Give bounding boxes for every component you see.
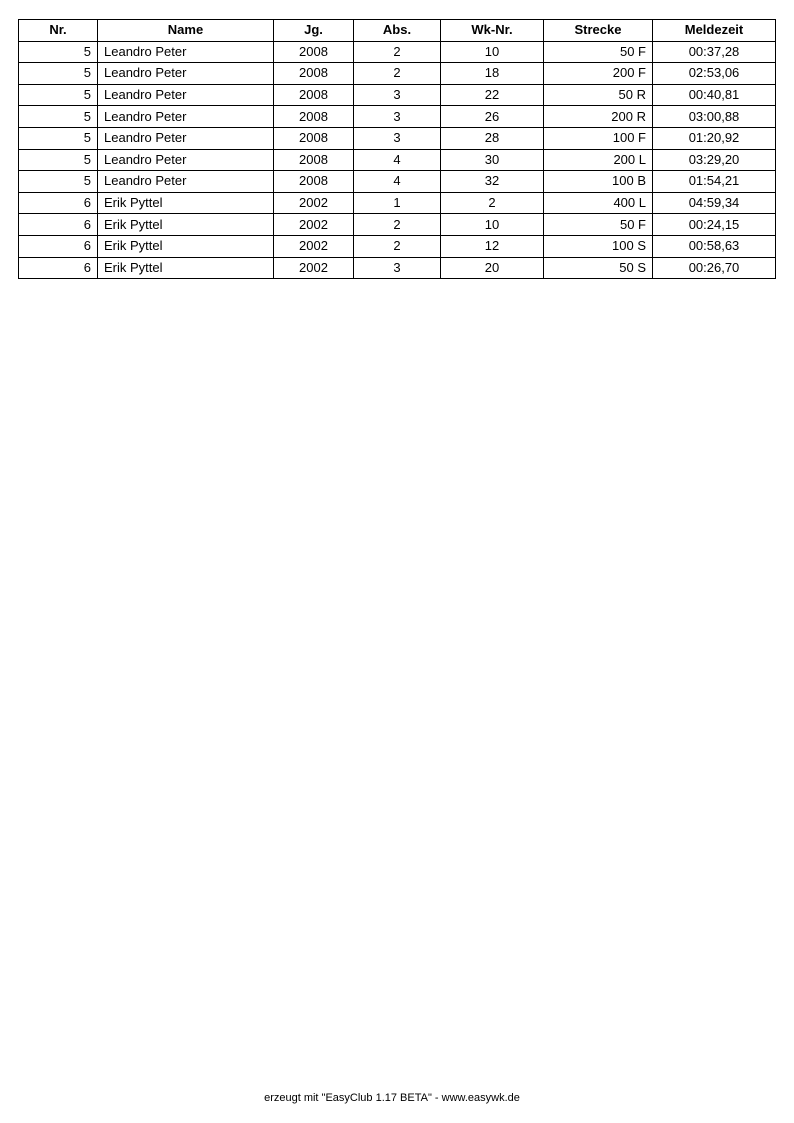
table-row xyxy=(19,214,776,236)
header-wk-nr: Wk-Nr. xyxy=(441,20,544,42)
cell-strecke: 50 F xyxy=(544,214,653,236)
cell-abs: 2 xyxy=(354,214,441,236)
cell-name: Erik Pyttel xyxy=(98,214,274,236)
cell-jg: 2008 xyxy=(274,171,354,193)
cell-meldezeit: 03:00,88 xyxy=(653,106,776,128)
table-row xyxy=(19,149,776,171)
cell-meldezeit: 00:26,70 xyxy=(653,257,776,279)
cell-strecke: 50 S xyxy=(544,257,653,279)
cell-abs: 2 xyxy=(354,41,441,63)
header-jg: Jg. xyxy=(274,20,354,42)
cell-abs: 2 xyxy=(354,63,441,85)
cell-meldezeit: 00:40,81 xyxy=(653,84,776,106)
table-row xyxy=(19,84,776,106)
cell-wk-nr: 22 xyxy=(441,84,544,106)
cell-jg: 2008 xyxy=(274,63,354,85)
cell-name: Leandro Peter xyxy=(98,171,274,193)
cell-nr: 6 xyxy=(19,235,98,257)
cell-name: Erik Pyttel xyxy=(98,192,274,214)
table-row xyxy=(19,257,776,279)
cell-nr: 5 xyxy=(19,171,98,193)
cell-name: Leandro Peter xyxy=(98,41,274,63)
cell-abs: 3 xyxy=(354,106,441,128)
cell-wk-nr: 10 xyxy=(441,214,544,236)
cell-jg: 2008 xyxy=(274,84,354,106)
cell-jg: 2008 xyxy=(274,41,354,63)
table-header-row xyxy=(19,20,776,42)
cell-nr: 6 xyxy=(19,192,98,214)
cell-wk-nr: 28 xyxy=(441,127,544,149)
cell-wk-nr: 10 xyxy=(441,41,544,63)
cell-meldezeit: 00:37,28 xyxy=(653,41,776,63)
cell-nr: 5 xyxy=(19,149,98,171)
cell-meldezeit: 03:29,20 xyxy=(653,149,776,171)
cell-jg: 2002 xyxy=(274,192,354,214)
cell-name: Leandro Peter xyxy=(98,127,274,149)
header-name: Name xyxy=(98,20,274,42)
table-row xyxy=(19,171,776,193)
header-nr: Nr. xyxy=(19,20,98,42)
cell-name: Leandro Peter xyxy=(98,106,274,128)
table-body xyxy=(19,41,776,279)
cell-abs: 2 xyxy=(354,235,441,257)
cell-jg: 2002 xyxy=(274,214,354,236)
cell-wk-nr: 12 xyxy=(441,235,544,257)
page-footer: erzeugt mit "EasyClub 1.17 BETA" - www.easywk.de xyxy=(264,1092,520,1104)
cell-nr: 5 xyxy=(19,106,98,128)
cell-strecke: 200 F xyxy=(544,63,653,85)
cell-meldezeit: 01:20,92 xyxy=(653,127,776,149)
cell-strecke: 100 S xyxy=(544,235,653,257)
table-row xyxy=(19,192,776,214)
cell-meldezeit: 00:58,63 xyxy=(653,235,776,257)
header-strecke: Strecke xyxy=(544,20,653,42)
cell-meldezeit: 00:24,15 xyxy=(653,214,776,236)
cell-strecke: 200 R xyxy=(544,106,653,128)
cell-jg: 2002 xyxy=(274,257,354,279)
cell-abs: 1 xyxy=(354,192,441,214)
cell-name: Leandro Peter xyxy=(98,84,274,106)
cell-strecke: 100 B xyxy=(544,171,653,193)
cell-nr: 5 xyxy=(19,127,98,149)
cell-jg: 2008 xyxy=(274,127,354,149)
table-row xyxy=(19,127,776,149)
cell-jg: 2008 xyxy=(274,149,354,171)
table-row xyxy=(19,106,776,128)
table-row xyxy=(19,235,776,257)
cell-wk-nr: 30 xyxy=(441,149,544,171)
cell-wk-nr: 20 xyxy=(441,257,544,279)
cell-name: Leandro Peter xyxy=(98,149,274,171)
cell-abs: 3 xyxy=(354,127,441,149)
table-row xyxy=(19,41,776,63)
cell-wk-nr: 32 xyxy=(441,171,544,193)
cell-nr: 5 xyxy=(19,41,98,63)
cell-jg: 2008 xyxy=(274,106,354,128)
cell-meldezeit: 04:59,34 xyxy=(653,192,776,214)
entries-table xyxy=(18,19,776,279)
cell-meldezeit: 02:53,06 xyxy=(653,63,776,85)
cell-name: Leandro Peter xyxy=(98,63,274,85)
cell-nr: 6 xyxy=(19,257,98,279)
header-meldezeit: Meldezeit xyxy=(653,20,776,42)
cell-wk-nr: 26 xyxy=(441,106,544,128)
cell-nr: 5 xyxy=(19,84,98,106)
cell-jg: 2002 xyxy=(274,235,354,257)
cell-nr: 5 xyxy=(19,63,98,85)
cell-abs: 4 xyxy=(354,171,441,193)
table-row xyxy=(19,63,776,85)
cell-abs: 3 xyxy=(354,257,441,279)
cell-name: Erik Pyttel xyxy=(98,257,274,279)
cell-strecke: 100 F xyxy=(544,127,653,149)
cell-strecke: 50 R xyxy=(544,84,653,106)
cell-abs: 4 xyxy=(354,149,441,171)
cell-wk-nr: 2 xyxy=(441,192,544,214)
cell-strecke: 200 L xyxy=(544,149,653,171)
cell-nr: 6 xyxy=(19,214,98,236)
cell-strecke: 50 F xyxy=(544,41,653,63)
cell-wk-nr: 18 xyxy=(441,63,544,85)
cell-strecke: 400 L xyxy=(544,192,653,214)
cell-meldezeit: 01:54,21 xyxy=(653,171,776,193)
header-abs: Abs. xyxy=(354,20,441,42)
cell-abs: 3 xyxy=(354,84,441,106)
cell-name: Erik Pyttel xyxy=(98,235,274,257)
